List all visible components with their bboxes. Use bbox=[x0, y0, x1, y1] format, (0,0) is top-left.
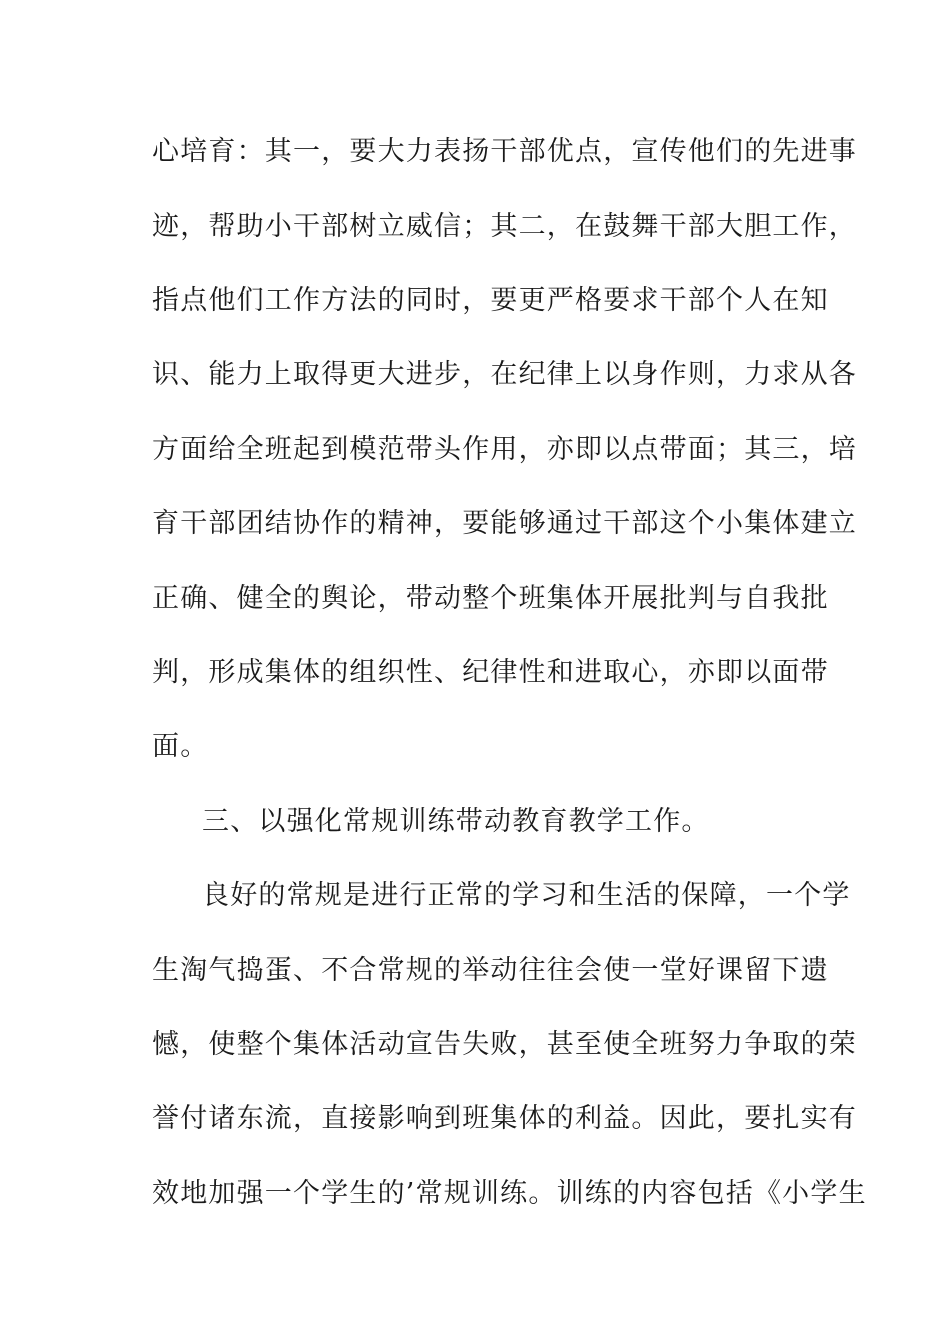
section-heading: 三、以强化常规训练带动教育教学工作。 bbox=[202, 806, 710, 837]
text-line: 迹，帮助小干部树立威信；其二，在鼓舞干部大胆工作， bbox=[152, 211, 857, 242]
text-line: 憾，使整个集体活动宣告失败，甚至使全班努力争取的荣 bbox=[152, 1029, 857, 1060]
text-line: 识、能力上取得更大进步，在纪律上以身作则，力求从各 bbox=[152, 359, 857, 390]
text-line: 面。 bbox=[152, 731, 209, 762]
text-line: 誉付诸东流，直接影响到班集体的利益。因此，要扎实有 bbox=[152, 1103, 857, 1134]
text-line: 生淘气捣蛋、不合常规的举动往往会使一堂好课留下遗 bbox=[152, 955, 829, 986]
text-line: 效地加强一个学生的’常规训练。训练的内容包括《小学生 bbox=[152, 1178, 867, 1209]
paragraph-first-line: 良好的常规是进行正常的学习和生活的保障，一个学 bbox=[202, 880, 851, 911]
text-line: 方面给全班起到模范带头作用，亦即以点带面；其三，培 bbox=[152, 434, 857, 465]
text-line: 正确、健全的舆论，带动整个班集体开展批判与自我批 bbox=[152, 583, 829, 614]
text-line: 心培育：其一，要大力表扬干部优点，宣传他们的先进事 bbox=[152, 136, 857, 167]
text-line: 育干部团结协作的精神，要能够通过干部这个小集体建立 bbox=[152, 508, 857, 539]
text-line: 判，形成集体的组织性、纪律性和进取心，亦即以面带 bbox=[152, 657, 829, 688]
text-line: 指点他们工作方法的同时，要更严格要求干部个人在知 bbox=[152, 285, 829, 316]
